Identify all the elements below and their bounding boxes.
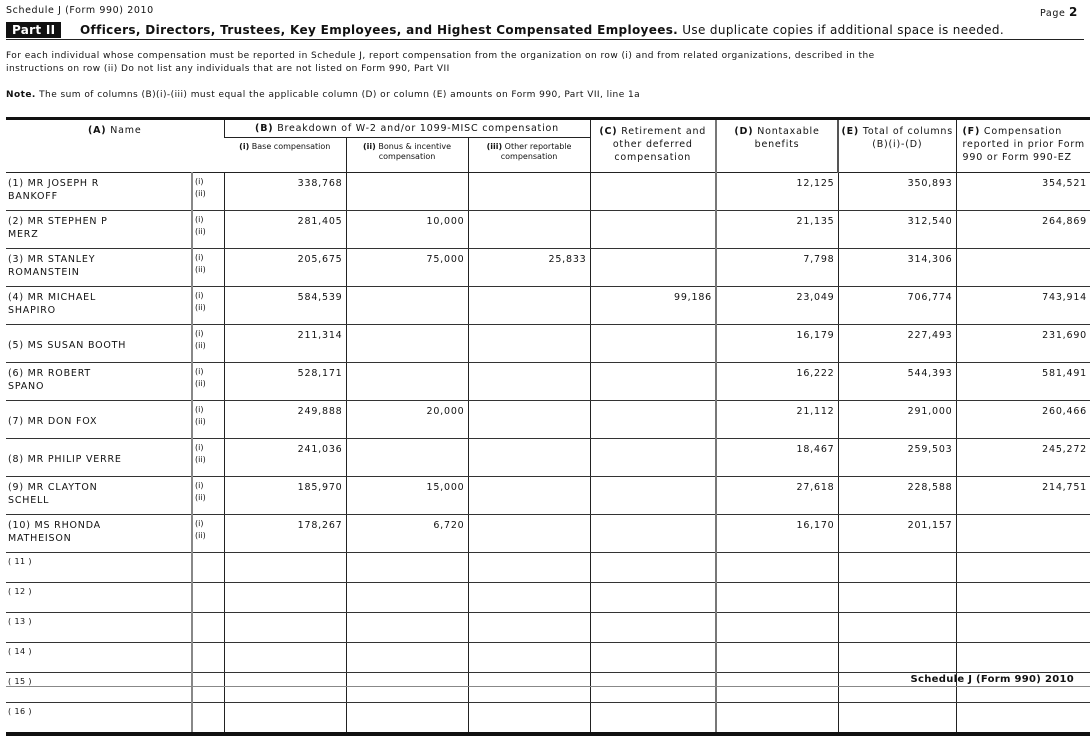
- cell-base: 211,314: [224, 325, 346, 363]
- table-row: [6, 477, 1090, 515]
- header-col-e: (E) Total of columns (B)(i)-(D): [838, 119, 956, 173]
- instructions: [6, 50, 1076, 76]
- row-labels: (i) (ii): [192, 211, 224, 249]
- cell-other: [468, 703, 590, 735]
- header-col-d: (D) Nontaxable benefits: [716, 119, 838, 173]
- cell-nontaxable: [716, 703, 838, 735]
- header-col-a: (A) Name: [6, 119, 224, 173]
- part-title-bold: Officers, Directors, Trustees, Key Employees, and Highest Compensated Employees.: [80, 23, 679, 37]
- cell-nontaxable: [716, 553, 838, 583]
- cell-nontaxable: 21,135: [716, 211, 838, 249]
- table-row: [6, 325, 1090, 363]
- page-number-value: 2: [1069, 5, 1078, 19]
- blank-row-label: ( 14 ): [6, 643, 192, 673]
- cell-other: [468, 401, 590, 439]
- blank-row-label: ( 15 ): [6, 673, 192, 703]
- table-row-blank: [6, 613, 1090, 643]
- cell-retirement: [590, 249, 716, 287]
- header-col-f: (F) Compensation reported in prior Form 990 or Form 990-EZ: [956, 119, 1090, 173]
- row-labels: (i) (ii): [192, 325, 224, 363]
- cell-base: 528,171: [224, 363, 346, 401]
- cell-other: 25,833: [468, 249, 590, 287]
- cell-retirement: [590, 643, 716, 673]
- cell-bonus: [346, 643, 468, 673]
- cell-nontaxable: 23,049: [716, 287, 838, 325]
- cell-retirement: [590, 173, 716, 211]
- cell-prior: 260,466: [956, 401, 1090, 439]
- cell-nontaxable: 16,222: [716, 363, 838, 401]
- person-name: (5) MS SUSAN BOOTH: [6, 325, 192, 363]
- cell-bonus: 6,720: [346, 515, 468, 553]
- cell-nontaxable: 27,618: [716, 477, 838, 515]
- cell-other: [468, 173, 590, 211]
- cell-nontaxable: 16,170: [716, 515, 838, 553]
- cell-nontaxable: 12,125: [716, 173, 838, 211]
- blank-row-label: ( 11 ): [6, 553, 192, 583]
- table-row: [6, 515, 1090, 553]
- cell-other: [468, 287, 590, 325]
- cell-total: 228,588: [838, 477, 956, 515]
- cell-prior: 581,491: [956, 363, 1090, 401]
- cell-total: 350,893: [838, 173, 956, 211]
- cell-bonus: 75,000: [346, 249, 468, 287]
- cell-prior: [956, 703, 1090, 735]
- page-number: [1040, 5, 1078, 19]
- cell-other: [468, 613, 590, 643]
- cell-total: 706,774: [838, 287, 956, 325]
- instructions-line-2: instructions on row (ii) Do not list any individuals that are not listed on Form 990, Part VII: [6, 64, 450, 74]
- cell-retirement: [590, 703, 716, 735]
- row-labels: (i) (ii): [192, 401, 224, 439]
- cell-total: 314,306: [838, 249, 956, 287]
- row-labels: (i) (ii): [192, 439, 224, 477]
- table-row: [6, 439, 1090, 477]
- cell-other: [468, 211, 590, 249]
- cell-total: [838, 553, 956, 583]
- cell-nontaxable: [716, 613, 838, 643]
- cell-prior: [956, 249, 1090, 287]
- cell-retirement: 99,186: [590, 287, 716, 325]
- note: [6, 90, 640, 100]
- cell-nontaxable: 16,179: [716, 325, 838, 363]
- cell-retirement: [590, 515, 716, 553]
- cell-bonus: [346, 553, 468, 583]
- person-name: (3) MR STANLEY ROMANSTEIN: [6, 249, 192, 287]
- cell-retirement: [590, 363, 716, 401]
- compensation-table: [6, 117, 1090, 736]
- person-name: (7) MR DON FOX: [6, 401, 192, 439]
- cell-prior: [956, 643, 1090, 673]
- cell-bonus: [346, 363, 468, 401]
- row-labels: (i) (ii): [192, 477, 224, 515]
- row-labels: [192, 583, 224, 613]
- cell-base: 185,970: [224, 477, 346, 515]
- header-col-b-iii: (iii) Other reportable compensation: [468, 138, 590, 173]
- cell-retirement: [590, 439, 716, 477]
- cell-nontaxable: 21,112: [716, 401, 838, 439]
- cell-prior: [956, 583, 1090, 613]
- cell-total: 544,393: [838, 363, 956, 401]
- cell-bonus: 20,000: [346, 401, 468, 439]
- row-labels: [192, 703, 224, 735]
- part-label: Part II: [6, 22, 61, 38]
- cell-retirement: [590, 325, 716, 363]
- footer-schedule: Schedule J (Form 990) 2010: [910, 674, 1074, 685]
- table-row: [6, 401, 1090, 439]
- row-labels: [192, 553, 224, 583]
- cell-other: [468, 439, 590, 477]
- cell-nontaxable: 7,798: [716, 249, 838, 287]
- row-labels: [192, 643, 224, 673]
- table-row: [6, 211, 1090, 249]
- cell-total: [838, 703, 956, 735]
- cell-base: [224, 583, 346, 613]
- cell-base: 205,675: [224, 249, 346, 287]
- cell-base: 249,888: [224, 401, 346, 439]
- cell-prior: [956, 553, 1090, 583]
- cell-base: [224, 553, 346, 583]
- part-title: [80, 22, 1004, 38]
- cell-base: 584,539: [224, 287, 346, 325]
- cell-retirement: [590, 477, 716, 515]
- part-heading: [6, 21, 1084, 40]
- table-row: [6, 249, 1090, 287]
- cell-nontaxable: 18,467: [716, 439, 838, 477]
- footer-divider: [6, 686, 1090, 687]
- cell-total: [838, 613, 956, 643]
- cell-other: [468, 363, 590, 401]
- cell-prior: [956, 515, 1090, 553]
- cell-total: 201,157: [838, 515, 956, 553]
- blank-row-label: ( 13 ): [6, 613, 192, 643]
- table-row-blank: [6, 553, 1090, 583]
- cell-nontaxable: [716, 643, 838, 673]
- cell-base: [224, 643, 346, 673]
- cell-total: 227,493: [838, 325, 956, 363]
- blank-row-label: ( 16 ): [6, 703, 192, 735]
- part-title-suffix: Use duplicate copies if additional space is needed.: [678, 23, 1005, 37]
- header-col-b: (B) Breakdown of W-2 and/or 1099-MISC compensation: [224, 119, 590, 138]
- cell-prior: [956, 613, 1090, 643]
- cell-prior: 743,914: [956, 287, 1090, 325]
- row-labels: (i) (ii): [192, 287, 224, 325]
- cell-retirement: [590, 553, 716, 583]
- header-col-b-ii: (ii) Bonus & incentive compensation: [346, 138, 468, 173]
- cell-base: 281,405: [224, 211, 346, 249]
- cell-total: 291,000: [838, 401, 956, 439]
- cell-bonus: [346, 173, 468, 211]
- cell-total: 259,503: [838, 439, 956, 477]
- cell-base: 178,267: [224, 515, 346, 553]
- cell-other: [468, 583, 590, 613]
- cell-retirement: [590, 401, 716, 439]
- cell-total: [838, 643, 956, 673]
- row-labels: [192, 613, 224, 643]
- table-row-blank: [6, 643, 1090, 673]
- note-text: The sum of columns (B)(i)-(iii) must equal the applicable column (D) or column (E) amounts on Form 990, Part VII, line 1a: [35, 90, 641, 100]
- cell-retirement: [590, 583, 716, 613]
- cell-bonus: 15,000: [346, 477, 468, 515]
- cell-prior: 264,869: [956, 211, 1090, 249]
- row-labels: (i) (ii): [192, 173, 224, 211]
- cell-bonus: [346, 325, 468, 363]
- cell-retirement: [590, 613, 716, 643]
- row-labels: (i) (ii): [192, 363, 224, 401]
- person-name: (9) MR CLAYTON SCHELL: [6, 477, 192, 515]
- person-name: (10) MS RHONDA MATHEISON: [6, 515, 192, 553]
- cell-prior: 214,751: [956, 477, 1090, 515]
- person-name: (4) MR MICHAEL SHAPIRO: [6, 287, 192, 325]
- cell-bonus: [346, 703, 468, 735]
- cell-prior: 231,690: [956, 325, 1090, 363]
- cell-total: [838, 583, 956, 613]
- blank-row-label: ( 12 ): [6, 583, 192, 613]
- note-label: Note.: [6, 90, 36, 100]
- cell-base: [224, 613, 346, 643]
- table-row-blank: [6, 583, 1090, 613]
- cell-prior: 354,521: [956, 173, 1090, 211]
- header-col-b-i: (i) Base compensation: [224, 138, 346, 173]
- table-row-blank: [6, 703, 1090, 735]
- person-name: (8) MR PHILIP VERRE: [6, 439, 192, 477]
- cell-other: [468, 325, 590, 363]
- person-name: (1) MR JOSEPH R BANKOFF: [6, 173, 192, 211]
- header-col-c: (C) Retirement and other deferred compensation: [590, 119, 716, 173]
- table-row: [6, 287, 1090, 325]
- cell-base: 338,768: [224, 173, 346, 211]
- row-labels: (i) (ii): [192, 515, 224, 553]
- person-name: (6) MR ROBERT SPANO: [6, 363, 192, 401]
- cell-total: 312,540: [838, 211, 956, 249]
- table-row: [6, 173, 1090, 211]
- cell-bonus: 10,000: [346, 211, 468, 249]
- cell-prior: 245,272: [956, 439, 1090, 477]
- page-label: Page: [1040, 8, 1066, 19]
- cell-retirement: [590, 211, 716, 249]
- cell-nontaxable: [716, 583, 838, 613]
- cell-bonus: [346, 613, 468, 643]
- instructions-line-1: For each individual whose compensation must be reported in Schedule J, report compensation from the organization on row (i) and from related organizations, described in the: [6, 51, 875, 61]
- cell-other: [468, 553, 590, 583]
- cell-base: [224, 703, 346, 735]
- cell-base: 241,036: [224, 439, 346, 477]
- cell-bonus: [346, 287, 468, 325]
- person-name: (2) MR STEPHEN P MERZ: [6, 211, 192, 249]
- cell-other: [468, 643, 590, 673]
- table-row: [6, 363, 1090, 401]
- cell-bonus: [346, 583, 468, 613]
- cell-other: [468, 515, 590, 553]
- cell-bonus: [346, 439, 468, 477]
- cell-other: [468, 477, 590, 515]
- row-labels: (i) (ii): [192, 249, 224, 287]
- schedule-header: Schedule J (Form 990) 2010: [6, 5, 154, 16]
